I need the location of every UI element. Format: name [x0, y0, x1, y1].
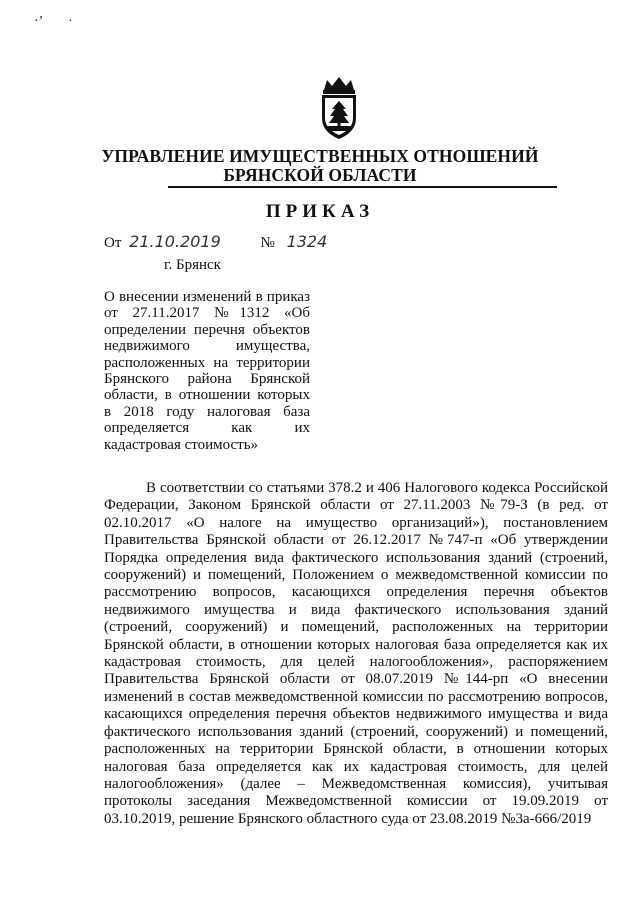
coat-of-arms-icon — [318, 76, 360, 140]
number-label: № — [260, 235, 275, 251]
organization-title-line1: УПРАВЛЕНИЕ ИМУЩЕСТВЕННЫХ ОТНОШЕНИЙ — [101, 146, 539, 166]
city-line: г. Брянск — [164, 257, 221, 273]
preamble-paragraph: В соответствии со статьями 378.2 и 406 Налогового кодекса Российской Федерации, Законом Брянской области от 27.11.2003 №79-З (в ред. от 02.10.2017 «О налоге на имущество организаций»), постановлением Правительства Брянской области от 26.12.2017 №747-п «Об утверждении Порядка определения вида фактического использования зданий (строений, сооружений) и помещений, Положением о межведомственной комиссии по рассмотрению вопросов, касающихся определения перечня объектов недвижимого имущества и вида фактического использования зданий (строений, сооружений) и помещений, расположенных на территории Брянской области, в отношении которых налоговая база определяется как их кадастровая стоимость, для целей налогообложения», распоряжением Правительства Брянской области от 08.07.2019 №144-рп «О внесении изменений в состав межведомственной комиссии по рассмотрению вопросов, касающихся определения перечня объектов недвижимого имущества и вида фактического использования зданий (строений, сооружений) и помещений, расположенных на территории Брянской области, в отношении которых налоговая база определяется как их кадастровая стоимость, для целей налогообложения» (далее – Межведомственная комиссия), учитывая протоколы заседания Межведомственной комиссии от 19.09.2019 от 03.10.2019, решение Брянского областного суда от 23.08.2019 №3а-666/2019 — [104, 480, 608, 827]
document-type-title: ПРИКАЗ — [265, 201, 375, 222]
header-divider — [168, 186, 557, 188]
scan-mark: · — [68, 14, 73, 29]
date-number-row — [104, 232, 327, 252]
handwritten-date: 21.10.2019 — [129, 232, 221, 251]
scan-mark: ·’ — [34, 14, 44, 29]
organization-title-line2: БРЯНСКОЙ ОБЛАСТИ — [223, 165, 417, 185]
date-label: От — [104, 235, 122, 251]
order-subject: О внесении изменений в приказ от 27.11.2017 №1312 «Об определении перечня объектов недвижимого имущества, расположенных на территории Брянского района Брянской области, в отношении которых в 2018 году налоговая база определяется как их кадастровая стоимость» — [104, 289, 310, 453]
handwritten-number: 1324 — [286, 232, 328, 251]
